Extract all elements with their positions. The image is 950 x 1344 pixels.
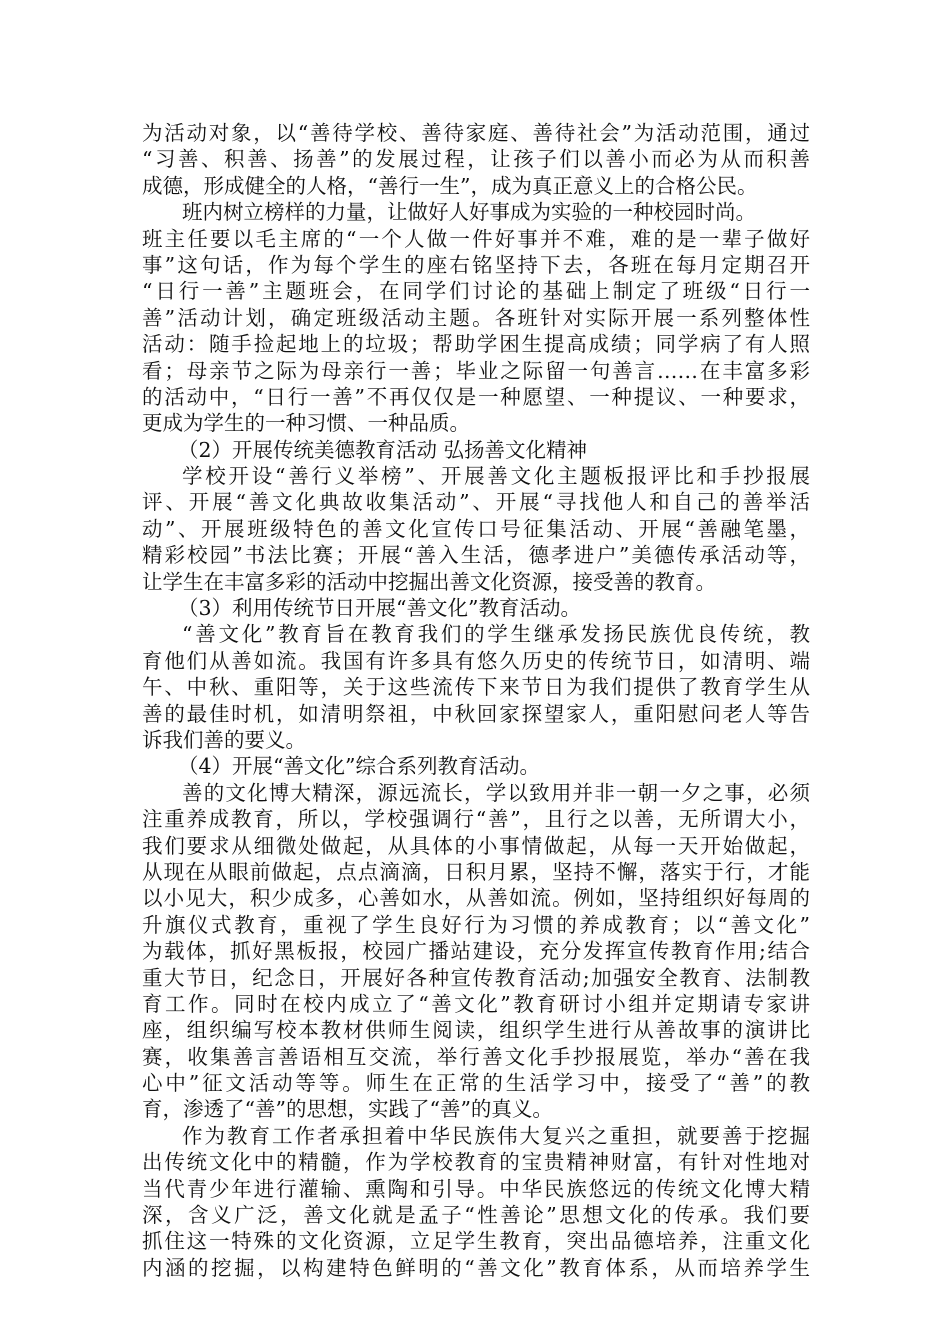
text-line: 善的最佳时机，如清明祭祖，中秋回家探望家人，重阳慰问老人等告 (142, 701, 810, 726)
text-line: 评、开展“善文化典故收集活动”、开展“寻找他人和自己的善举活 (142, 490, 810, 515)
text-line: 事”这句话，作为每个学生的座右铭坚持下去，各班在每月定期召开 (142, 252, 810, 277)
text-line: 诉我们善的要义。 (142, 727, 306, 752)
text-line: 班内树立榜样的力量，让做好人好事成为实验的一种校园时尚。 (182, 200, 756, 225)
text-line: 让学生在丰富多彩的活动中挖掘出善文化资源，接受善的教育。 (142, 569, 716, 594)
text-line: 赛，收集善言善语相互交流，举行善文化手抄报展览，举办“善在我 (142, 1044, 810, 1069)
text-line: 从现在从眼前做起，点点滴滴，日积月累，坚持不懈，落实于行，才能 (142, 859, 810, 884)
text-line: 精彩校园”书法比赛；开展“善入生活，德孝进户”美德传承活动等， (142, 543, 810, 568)
text-line: “善文化”教育旨在教育我们的学生继承发扬民族优良传统，教 (182, 622, 810, 647)
text-line: 内涵的挖掘，以构建特色鲜明的“善文化”教育体系，从而培养学生 (142, 1255, 810, 1280)
text-line: “日行一善”主题班会，在同学们讨论的基础上制定了班级“日行一 (142, 279, 810, 304)
text-line: 出传统文化中的精髓，作为学校教育的宝贵精神财富，有针对性地对 (142, 1150, 810, 1175)
text-line: 注重养成教育，所以，学校强调行“善”，且行之以善，无所谓大小， (142, 807, 810, 832)
text-line: “习善、积善、扬善”的发展过程，让孩子们以善小而必为从而积善 (142, 147, 810, 172)
text-line: 心中”征文活动等等。师生在正常的生活学习中，接受了“善”的教 (142, 1071, 810, 1096)
section-heading: （2）开展传统美德教育活动 弘扬善文化精神 (178, 437, 588, 462)
document-page (142, 120, 810, 1281)
section-heading: （3）利用传统节日开展“善文化”教育活动。 (178, 596, 582, 621)
text-line: 看；母亲节之际为母亲行一善；毕业之际留一句善言……在丰富多彩 (142, 358, 810, 383)
text-line: 抓住这一特殊的文化资源，立足学生教育，突出品德培养，注重文化 (142, 1229, 810, 1254)
text-line: 动”、开展班级特色的善文化宣传口号征集活动、开展“善融笔墨， (142, 516, 810, 541)
section-heading: （4）开展“善文化”综合系列教育活动。 (178, 754, 541, 779)
text-line: 育他们从善如流。我国有许多具有悠久历史的传统节日，如清明、端 (142, 648, 810, 673)
text-line: 成德，形成健全的人格，“善行一生”，成为真正意义上的合格公民。 (142, 173, 758, 198)
text-line: 善的文化博大精深，源远流长，学以致用并非一朝一夕之事，必须 (182, 780, 810, 805)
text-line: 升旗仪式教育，重视了学生良好行为习惯的养成教育；以“善文化” (142, 912, 810, 937)
text-line: 活动：随手捡起地上的垃圾；帮助学困生提高成绩；同学病了有人照 (142, 332, 810, 357)
text-line: 班主任要以毛主席的“一个人做一件好事并不难，难的是一辈子做好 (142, 226, 810, 251)
text-line: 午、中秋、重阳等，关于这些流传下来节日为我们提供了教育学生从 (142, 675, 810, 700)
text-line: 重大节日，纪念日，开展好各种宣传教育活动;加强安全教育、法制教 (142, 965, 810, 990)
text-line: 为活动对象，以“善待学校、善待家庭、善待社会”为活动范围，通过 (142, 121, 810, 145)
text-line: 学校开设“善行义举榜”、开展善文化主题板报评比和手抄报展 (182, 464, 810, 489)
text-line: 更成为学生的一种习惯、一种品质。 (142, 411, 470, 436)
text-line: 作为教育工作者承担着中华民族伟大复兴之重担，就要善于挖掘 (182, 1123, 810, 1148)
text-line: 以小见大，积少成多，心善如水，从善如流。例如，坚持组织好每周的 (142, 886, 810, 911)
text-line: 我们要求从细微处做起，从具体的小事情做起，从每一天开始做起， (142, 833, 810, 858)
text-line: 深，含义广泛，善文化就是孟子“性善论”思想文化的传承。我们要 (142, 1203, 810, 1228)
text-line: 育，渗透了“善”的思想，实践了“善”的真义。 (142, 1097, 553, 1122)
text-line: 善”活动计划，确定班级活动主题。各班针对实际开展一系列整体性 (142, 305, 810, 330)
text-line: 当代青少年进行灌输、熏陶和引导。中华民族悠远的传统文化博大精 (142, 1176, 810, 1201)
text-line: 座，组织编写校本教材供师生阅读，组织学生进行从善故事的演讲比 (142, 1018, 810, 1043)
text-line: 育工作。同时在校内成立了“善文化”教育研讨小组并定期请专家讲 (142, 991, 810, 1016)
text-line: 的活动中，“日行一善”不再仅仅是一种愿望、一种提议、一种要求， (142, 384, 810, 409)
text-line: 为载体，抓好黑板报，校园广播站建设，充分发挥宣传教育作用;结合 (142, 939, 810, 964)
